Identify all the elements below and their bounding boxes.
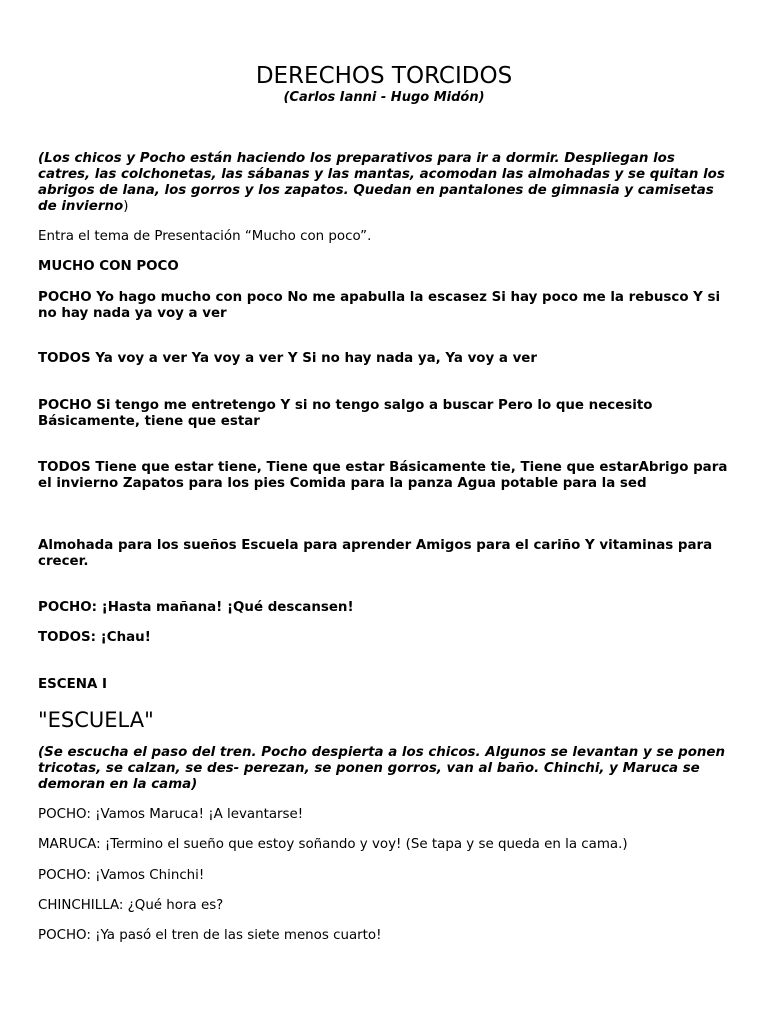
scene-label: ESCENA I	[38, 677, 107, 692]
scene-stage-direction: (Se escucha el paso del tren. Pocho despierta a los chicos. Algunos se levantan y se ponen tricotas, se calzan, se des- perezan, se ponen gorros, van al baño. Chinchi, y Maruca se demoran en la cama)	[38, 745, 726, 792]
dialogue-line: POCHO: ¡Vamos Maruca! ¡A levantarse!	[38, 807, 304, 822]
dialogue-line: POCHO: ¡Vamos Chinchi!	[38, 868, 205, 883]
dialogue-line: CHINCHILLA: ¿Qué hora es?	[38, 898, 224, 913]
song-todos-verse-2: TODOS Tiene que estar tiene, Tiene que estar Básicamente tie, Tiene que estarAbrigo para el invierno Zapatos para los pies Comida para la panza Agua potable para la sed	[38, 460, 728, 491]
theme-line: Entra el tema de Presentación “Mucho con poco”.	[38, 229, 372, 244]
intro-stage-direction-text: (Los chicos y Pocho están haciendo los preparativos para ir a dormir. Despliegan los catres, las colchonetas, las sábanas y las mantas, acomodan las almohadas y se quitan los abrigos de lana, los gorros y los zapatos. Quedan en pantalones de gimnasia y camisetas de invierno	[38, 151, 725, 214]
todos-chau-line: TODOS: ¡Chau!	[38, 630, 151, 645]
dialogue-line: POCHO: ¡Ya pasó el tren de las siete menos cuarto!	[38, 928, 382, 943]
song-todos-verse-1: TODOS Ya voy a ver Ya voy a ver Y Si no hay nada ya, Ya voy a ver	[38, 351, 537, 366]
document-title: DERECHOS TORCIDOS	[255, 63, 513, 89]
song-pocho-verse-2: POCHO Si tengo me entretengo Y si no tengo salgo a buscar Pero lo que necesito Básicamente, tiene que estar	[38, 398, 653, 429]
dialogue-line: MARUCA: ¡Termino el sueño que estoy soñando y voy! (Se tapa y se queda en la cama.)	[38, 837, 628, 852]
song-almohada-verse: Almohada para los sueños Escuela para aprender Amigos para el cariño Y vitaminas para crecer.	[38, 538, 713, 569]
scene-title: "ESCUELA"	[38, 708, 154, 732]
intro-stage-direction-close: )	[123, 199, 129, 214]
song-title: MUCHO CON POCO	[38, 259, 179, 274]
document-authors: (Carlos Ianni - Hugo Midón)	[283, 90, 485, 105]
intro-stage-direction	[38, 151, 728, 215]
pocho-goodnight-line: POCHO: ¡Hasta mañana! ¡Qué descansen!	[38, 600, 354, 615]
song-pocho-verse-1: POCHO Yo hago mucho con poco No me apabulla la escasez Si hay poco me la rebusco Y si no hay nada ya voy a ver	[38, 290, 721, 321]
